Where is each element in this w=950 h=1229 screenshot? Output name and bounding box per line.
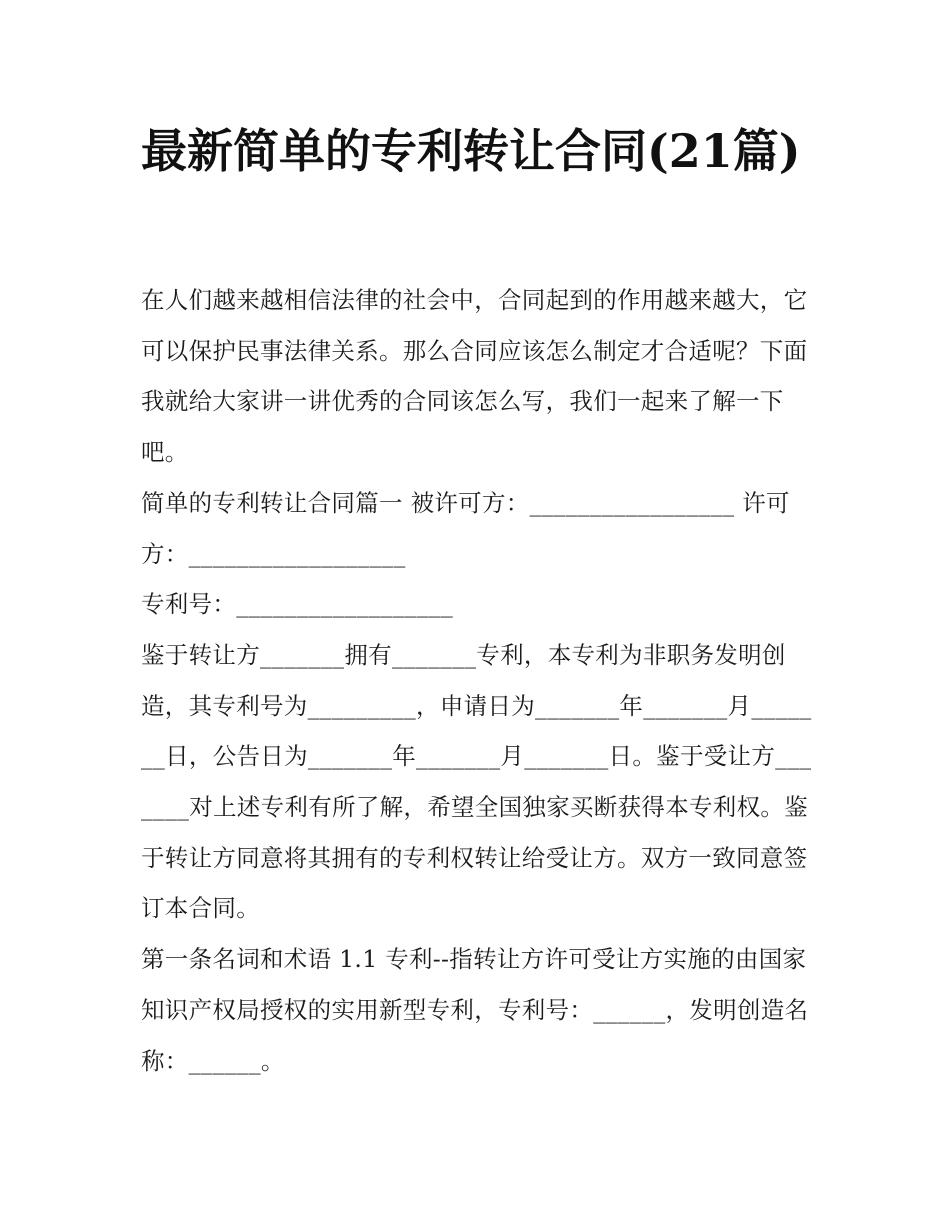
contract-parties-paragraph: 简单的专利转让合同篇一 被许可方：_________________ 许可方：__________________ [141, 488, 790, 568]
article-one-paragraph: 第一条名词和术语 1.1 专利--指转让方许可受让方实施的由国家知识产权局授权的实用新型专利，专利号：______，发明创造名称：______。 [141, 945, 809, 1075]
intro-paragraph: 在人们越来越相信法律的社会中，合同起到的作用越来越大，它可以保护民事法律关系。那么合同应该怎么制定才合适呢？下面我就给大家讲一讲优秀的合同该怎么写，我们一起来了解一下吧。 [141, 286, 808, 467]
document-title: 最新简单的专利转让合同(21篇) [141, 124, 801, 178]
document-body [141, 275, 817, 1086]
recitals-paragraph: 鉴于转让方_______拥有_______专利，本专利为非职务发明创造，其专利号为_________，申请日为_______年_______月_______日，公告日为_______年_______月_______日。鉴于受让方_______对上述专利有所了解，希望全国独家买断获得本专利权。鉴于转让方同意将其拥有的专利权转让给受让方。双方一致同意签订本合同。 [141, 640, 812, 923]
patent-number-paragraph: 专利号：__________________ [141, 590, 454, 619]
